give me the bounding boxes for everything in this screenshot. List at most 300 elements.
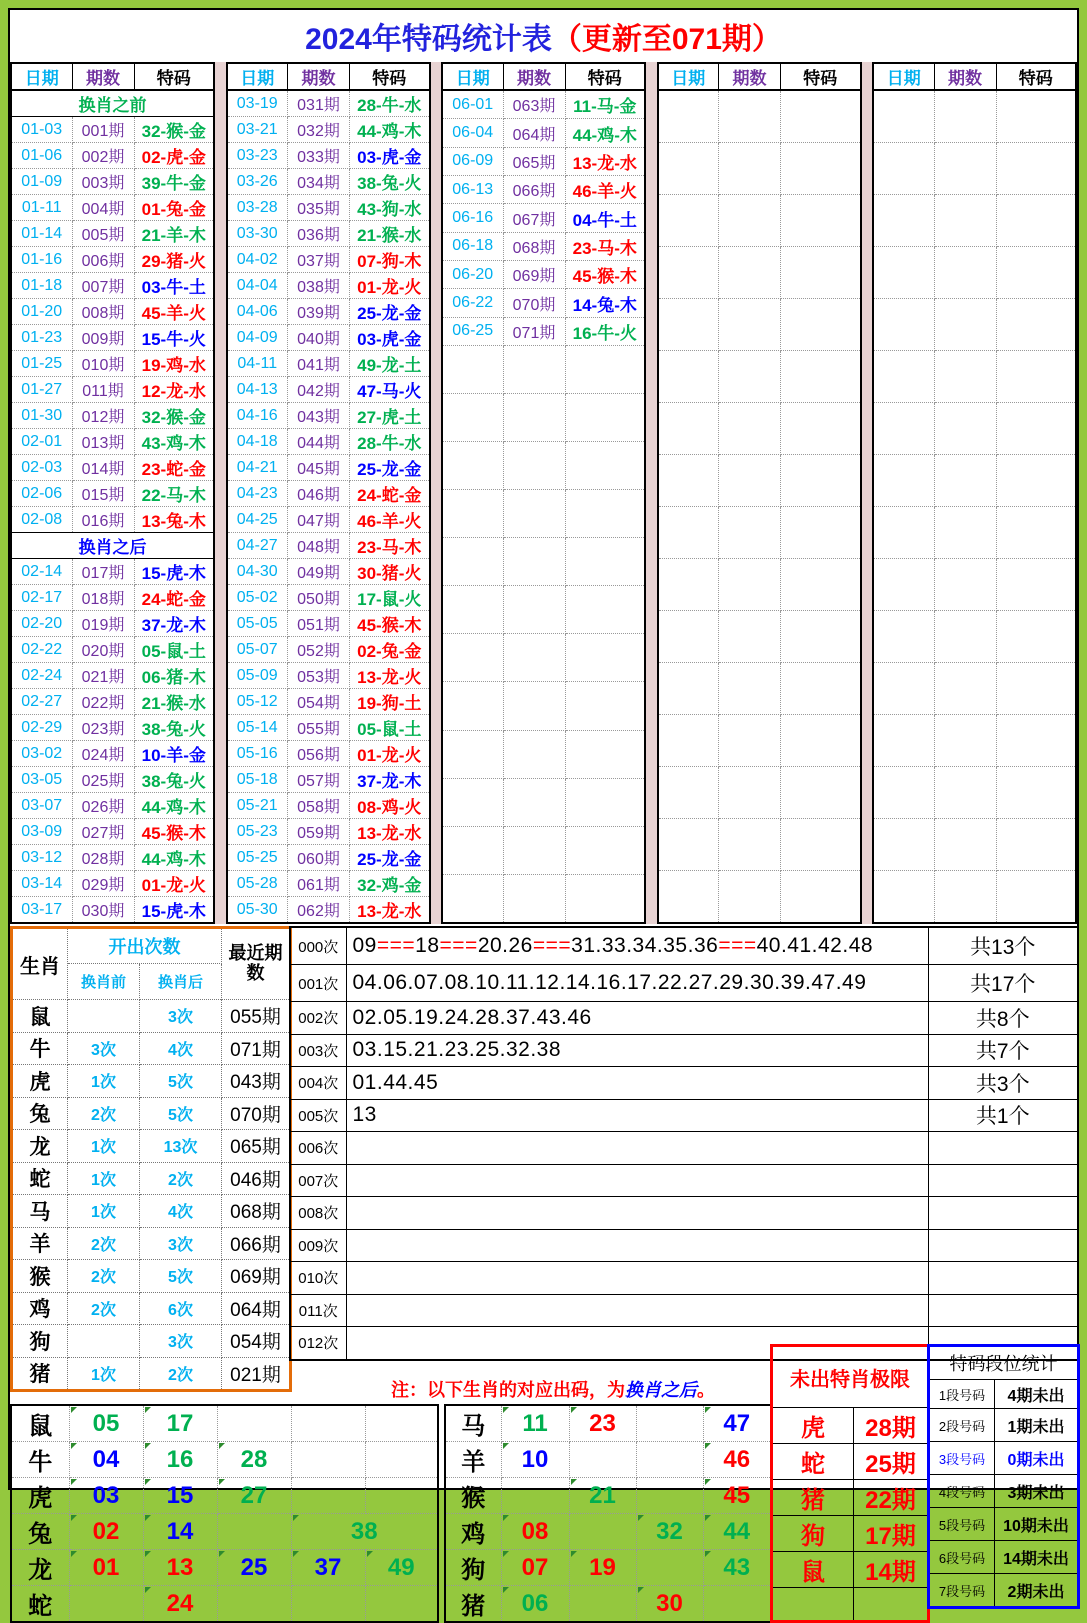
period-cell: 038期 bbox=[288, 273, 350, 299]
period-cell: 050期 bbox=[288, 585, 350, 611]
empty-cell bbox=[873, 662, 934, 714]
empty-cell bbox=[934, 506, 996, 558]
empty-cell bbox=[503, 634, 565, 682]
date-cell: 01-23 bbox=[11, 325, 72, 351]
zodiac-number-cell: 04 bbox=[69, 1442, 143, 1478]
period-header: 期数 bbox=[719, 63, 781, 90]
zodiac-number-cell: 37 bbox=[291, 1550, 365, 1586]
empty-cell bbox=[781, 247, 861, 299]
zodiac-number-cell: 17 bbox=[143, 1405, 217, 1442]
date-cell: 06-13 bbox=[442, 176, 503, 204]
segment-label-cell: 1段号码 bbox=[929, 1380, 995, 1409]
empty-cell bbox=[996, 143, 1076, 195]
date-cell: 03-09 bbox=[11, 819, 72, 845]
tally-cell bbox=[928, 1294, 1078, 1327]
period-cell: 011期 bbox=[72, 377, 134, 403]
date-cell: 04-25 bbox=[227, 507, 288, 533]
record-table-3 bbox=[441, 62, 646, 924]
special-code-cell: 28-牛-水 bbox=[350, 429, 430, 455]
missing-zodiac-cell: 鼠 bbox=[772, 1552, 854, 1588]
empty-cell bbox=[996, 818, 1076, 870]
special-code-cell: 03-虎-金 bbox=[350, 143, 430, 169]
zodiac-name-cell: 蛇 bbox=[12, 1162, 68, 1195]
empty-cell bbox=[934, 90, 996, 143]
numbers-segment: 02.05.19.24.28.37.43.46 bbox=[352, 1005, 592, 1029]
empty-number-cell bbox=[291, 1442, 365, 1478]
zodiac-number-cell: 14 bbox=[143, 1514, 217, 1550]
before-count-cell: 1次 bbox=[68, 1162, 140, 1195]
recent-period-cell: 046期 bbox=[222, 1162, 291, 1195]
date-cell: 04-18 bbox=[227, 429, 288, 455]
empty-cell bbox=[565, 442, 645, 490]
period-cell: 071期 bbox=[503, 317, 565, 345]
zodiac-number-cell: 28 bbox=[217, 1442, 291, 1478]
date-cell: 02-24 bbox=[11, 663, 72, 689]
empty-cell bbox=[658, 299, 719, 351]
zodiac-number-cell: 27 bbox=[217, 1478, 291, 1514]
zodiac-name-cell: 羊 bbox=[445, 1442, 501, 1478]
special-code-cell: 23-马-木 bbox=[565, 232, 645, 260]
period-cell: 067期 bbox=[503, 204, 565, 232]
special-code-cell: 37-龙-木 bbox=[350, 767, 430, 793]
special-code-cell: 47-马-火 bbox=[350, 377, 430, 403]
code-header: 特码 bbox=[134, 63, 214, 90]
empty-cell bbox=[719, 299, 781, 351]
zodiac-number-cell: 19 bbox=[569, 1550, 636, 1586]
empty-number-cell bbox=[569, 1586, 636, 1623]
period-cell: 014期 bbox=[72, 455, 134, 481]
before-count-cell: 2次 bbox=[68, 1292, 140, 1325]
before-count-cell: 2次 bbox=[68, 1097, 140, 1130]
empty-cell bbox=[873, 454, 934, 506]
empty-number-cell bbox=[501, 1478, 569, 1514]
zodiac-number-cell: 02 bbox=[69, 1514, 143, 1550]
zodiac-name-cell: 狗 bbox=[445, 1550, 501, 1586]
special-code-cell: 32-猴-金 bbox=[134, 117, 214, 143]
empty-cell bbox=[503, 394, 565, 442]
date-cell: 05-05 bbox=[227, 611, 288, 637]
special-code-cell: 38-兔-火 bbox=[134, 715, 214, 741]
count-label-cell: 010次 bbox=[290, 1262, 346, 1295]
empty-cell bbox=[873, 90, 934, 143]
zodiac-number-cell: 21 bbox=[569, 1478, 636, 1514]
period-cell: 020期 bbox=[72, 637, 134, 663]
zodiac-name-cell: 马 bbox=[12, 1195, 68, 1228]
empty-cell bbox=[719, 90, 781, 143]
period-cell: 019期 bbox=[72, 611, 134, 637]
period-cell: 058期 bbox=[288, 793, 350, 819]
special-code-cell: 23-蛇-金 bbox=[134, 455, 214, 481]
empty-cell bbox=[781, 402, 861, 454]
date-cell: 03-02 bbox=[11, 741, 72, 767]
record-table-1 bbox=[10, 62, 215, 924]
special-code-cell: 14-兔-木 bbox=[565, 289, 645, 317]
special-code-cell: 49-龙-土 bbox=[350, 351, 430, 377]
date-cell: 01-18 bbox=[11, 273, 72, 299]
period-cell: 068期 bbox=[503, 232, 565, 260]
period-cell: 034期 bbox=[288, 169, 350, 195]
date-cell: 06-09 bbox=[442, 147, 503, 175]
before-count-cell: 2次 bbox=[68, 1260, 140, 1293]
separator-band bbox=[862, 62, 873, 924]
zodiac-number-cell: 32 bbox=[636, 1514, 703, 1550]
after-change-header: 换肖后 bbox=[140, 964, 222, 1000]
zodiac-name-cell: 兔 bbox=[11, 1514, 69, 1550]
empty-cell bbox=[658, 766, 719, 818]
date-cell: 05-02 bbox=[227, 585, 288, 611]
date-cell: 05-18 bbox=[227, 767, 288, 793]
zodiac-number-cell: 08 bbox=[501, 1514, 569, 1550]
zodiac-name-cell: 猪 bbox=[445, 1586, 501, 1623]
empty-cell bbox=[934, 454, 996, 506]
empty-cell bbox=[781, 662, 861, 714]
empty-cell bbox=[996, 454, 1076, 506]
empty-cell bbox=[996, 766, 1076, 818]
after-count-cell: 4次 bbox=[140, 1195, 222, 1228]
empty-cell bbox=[996, 662, 1076, 714]
numbers-cell bbox=[346, 1067, 928, 1100]
page-title-main: 2024年特码统计表 bbox=[305, 23, 552, 56]
period-cell: 023期 bbox=[72, 715, 134, 741]
zodiac-name-cell: 猪 bbox=[12, 1357, 68, 1391]
period-cell: 007期 bbox=[72, 273, 134, 299]
empty-cell bbox=[934, 247, 996, 299]
record-tables bbox=[10, 62, 1077, 924]
record-table-5 bbox=[872, 62, 1077, 924]
special-code-cell: 21-羊-木 bbox=[134, 221, 214, 247]
before-count-cell: 1次 bbox=[68, 1130, 140, 1163]
empty-cell bbox=[934, 610, 996, 662]
period-cell: 060期 bbox=[288, 845, 350, 871]
empty-cell bbox=[719, 818, 781, 870]
empty-cell bbox=[565, 586, 645, 634]
period-cell: 018期 bbox=[72, 585, 134, 611]
special-code-cell: 24-蛇-金 bbox=[350, 481, 430, 507]
empty-cell bbox=[503, 586, 565, 634]
period-cell: 064期 bbox=[503, 119, 565, 147]
tally-cell bbox=[928, 1229, 1078, 1262]
empty-cell bbox=[658, 195, 719, 247]
missing-zodiac-cell: 狗 bbox=[772, 1516, 854, 1552]
after-count-cell: 5次 bbox=[140, 1260, 222, 1293]
period-cell: 046期 bbox=[288, 481, 350, 507]
count-label-cell: 001次 bbox=[290, 965, 346, 1002]
special-code-cell: 19-狗-土 bbox=[350, 689, 430, 715]
period-cell: 069期 bbox=[503, 261, 565, 289]
numbers-cell bbox=[346, 927, 928, 965]
date-cell: 05-30 bbox=[227, 897, 288, 924]
after-count-cell: 13次 bbox=[140, 1130, 222, 1163]
empty-cell bbox=[934, 766, 996, 818]
tally-cell bbox=[928, 1164, 1078, 1197]
period-cell: 032期 bbox=[288, 117, 350, 143]
recent-period-cell: 021期 bbox=[222, 1357, 291, 1391]
period-cell: 062期 bbox=[288, 897, 350, 924]
date-cell: 04-09 bbox=[227, 325, 288, 351]
empty-cell bbox=[503, 490, 565, 538]
empty-cell bbox=[873, 402, 934, 454]
empty-cell bbox=[565, 826, 645, 874]
empty-number-cell bbox=[365, 1478, 438, 1514]
zodiac-name-cell: 羊 bbox=[12, 1227, 68, 1260]
special-code-cell: 45-猴-木 bbox=[350, 611, 430, 637]
date-cell: 04-02 bbox=[227, 247, 288, 273]
empty-cell bbox=[781, 90, 861, 143]
date-cell: 03-19 bbox=[227, 90, 288, 117]
special-code-cell: 17-鼠-火 bbox=[350, 585, 430, 611]
special-code-cell: 45-猴-木 bbox=[565, 261, 645, 289]
before-count-cell: 1次 bbox=[68, 1357, 140, 1391]
zodiac-name-cell: 牛 bbox=[12, 1032, 68, 1065]
date-cell: 03-17 bbox=[11, 897, 72, 924]
numbers-segment: 31.33.34.35.36 bbox=[571, 934, 719, 957]
empty-number-cell bbox=[703, 1586, 771, 1623]
period-cell: 052期 bbox=[288, 637, 350, 663]
numbers-segment: 09 bbox=[352, 934, 377, 957]
period-cell: 029期 bbox=[72, 871, 134, 897]
empty-cell bbox=[996, 714, 1076, 766]
zodiac-name-cell: 牛 bbox=[11, 1442, 69, 1478]
date-cell: 01-25 bbox=[11, 351, 72, 377]
special-code-cell: 16-牛-火 bbox=[565, 317, 645, 345]
date-cell: 06-16 bbox=[442, 204, 503, 232]
special-code-cell: 43-狗-水 bbox=[350, 195, 430, 221]
empty-cell bbox=[781, 766, 861, 818]
date-cell: 02-01 bbox=[11, 429, 72, 455]
empty-number-cell bbox=[636, 1550, 703, 1586]
segment-value-cell: 4期未出 bbox=[995, 1380, 1079, 1409]
empty-number-cell bbox=[217, 1405, 291, 1442]
date-cell: 03-05 bbox=[11, 767, 72, 793]
zodiac-name-cell: 虎 bbox=[12, 1065, 68, 1098]
empty-cell bbox=[565, 730, 645, 778]
date-cell: 05-25 bbox=[227, 845, 288, 871]
empty-cell bbox=[781, 454, 861, 506]
date-cell: 01-30 bbox=[11, 403, 72, 429]
zodiac-name-cell: 鼠 bbox=[12, 1000, 68, 1033]
empty-cell bbox=[996, 195, 1076, 247]
missing-period-cell bbox=[854, 1588, 929, 1622]
empty-cell bbox=[873, 610, 934, 662]
empty-cell bbox=[503, 874, 565, 923]
recent-period-cell: 070期 bbox=[222, 1097, 291, 1130]
date-cell: 06-20 bbox=[442, 261, 503, 289]
tally-cell bbox=[928, 1197, 1078, 1230]
numbers-segment: 18 bbox=[415, 934, 440, 957]
date-cell: 04-27 bbox=[227, 533, 288, 559]
zodiac-number-cell: 16 bbox=[143, 1442, 217, 1478]
special-code-cell: 13-龙-水 bbox=[565, 147, 645, 175]
special-code-cell: 11-马-金 bbox=[565, 90, 645, 119]
special-code-cell: 04-牛-土 bbox=[565, 204, 645, 232]
empty-cell bbox=[565, 538, 645, 586]
empty-cell bbox=[719, 610, 781, 662]
missing-zodiac-cell: 虎 bbox=[772, 1408, 854, 1444]
numbers-cell bbox=[346, 1002, 928, 1035]
empty-cell bbox=[658, 506, 719, 558]
date-cell: 04-04 bbox=[227, 273, 288, 299]
date-header: 日期 bbox=[658, 63, 719, 90]
special-code-cell: 46-羊-火 bbox=[350, 507, 430, 533]
count-label-cell: 003次 bbox=[290, 1034, 346, 1067]
tally-cell bbox=[928, 1262, 1078, 1295]
period-cell: 028期 bbox=[72, 845, 134, 871]
period-cell: 012期 bbox=[72, 403, 134, 429]
special-code-cell: 25-龙-金 bbox=[350, 299, 430, 325]
section-header: 换肖之前 bbox=[11, 90, 214, 117]
period-cell: 041期 bbox=[288, 351, 350, 377]
date-cell: 01-03 bbox=[11, 117, 72, 143]
period-cell: 070期 bbox=[503, 289, 565, 317]
date-cell: 06-22 bbox=[442, 289, 503, 317]
period-cell: 015期 bbox=[72, 481, 134, 507]
special-code-cell: 32-猴-金 bbox=[134, 403, 214, 429]
special-code-cell: 37-龙-木 bbox=[134, 611, 214, 637]
segment-label-cell: 7段号码 bbox=[929, 1574, 995, 1608]
zodiac-name-cell: 鼠 bbox=[11, 1405, 69, 1442]
empty-cell bbox=[565, 874, 645, 923]
empty-cell bbox=[934, 299, 996, 351]
special-code-cell: 13-龙-水 bbox=[350, 897, 430, 924]
empty-cell bbox=[565, 394, 645, 442]
date-header: 日期 bbox=[227, 63, 288, 90]
numbers-segment: === bbox=[532, 934, 572, 957]
missing-zodiac-title: 未出特肖极限 bbox=[772, 1346, 929, 1408]
special-code-cell: 15-牛-火 bbox=[134, 325, 214, 351]
special-code-cell: 44-鸡-木 bbox=[565, 119, 645, 147]
special-code-cell: 38-兔-火 bbox=[134, 767, 214, 793]
special-code-cell: 10-羊-金 bbox=[134, 741, 214, 767]
period-cell: 006期 bbox=[72, 247, 134, 273]
segment-value-cell: 0期未出 bbox=[995, 1442, 1079, 1475]
special-code-cell: 28-牛-水 bbox=[350, 90, 430, 117]
before-count-cell: 1次 bbox=[68, 1065, 140, 1098]
period-header: 期数 bbox=[288, 63, 350, 90]
period-cell: 051期 bbox=[288, 611, 350, 637]
period-cell: 030期 bbox=[72, 897, 134, 924]
empty-cell bbox=[442, 442, 503, 490]
separator-band bbox=[215, 62, 226, 924]
code-header: 特码 bbox=[781, 63, 861, 90]
empty-cell bbox=[442, 394, 503, 442]
empty-cell bbox=[719, 350, 781, 402]
count-label-cell: 008次 bbox=[290, 1197, 346, 1230]
numbers-segment: 20.26 bbox=[477, 934, 533, 957]
period-cell: 024期 bbox=[72, 741, 134, 767]
date-cell: 05-21 bbox=[227, 793, 288, 819]
count-label-cell: 012次 bbox=[290, 1327, 346, 1360]
count-label-cell: 000次 bbox=[290, 927, 346, 965]
zodiac-name-cell: 猴 bbox=[12, 1260, 68, 1293]
special-code-cell: 23-马-木 bbox=[350, 533, 430, 559]
empty-cell bbox=[503, 730, 565, 778]
period-cell: 043期 bbox=[288, 403, 350, 429]
note-text bbox=[10, 1376, 770, 1404]
numbers-segment: === bbox=[439, 934, 478, 957]
empty-cell bbox=[442, 778, 503, 826]
empty-cell bbox=[873, 506, 934, 558]
section-header: 换肖之后 bbox=[11, 533, 214, 559]
empty-cell bbox=[873, 558, 934, 610]
empty-cell bbox=[658, 558, 719, 610]
special-code-cell: 13-兔-木 bbox=[134, 507, 214, 533]
zodiac-name-cell: 马 bbox=[445, 1405, 501, 1442]
special-code-cell: 44-鸡-木 bbox=[134, 793, 214, 819]
empty-cell bbox=[719, 143, 781, 195]
special-code-cell: 13-龙-火 bbox=[350, 663, 430, 689]
empty-cell bbox=[565, 778, 645, 826]
numbers-cell bbox=[346, 1164, 928, 1197]
special-code-cell: 01-龙-火 bbox=[350, 273, 430, 299]
period-cell: 063期 bbox=[503, 90, 565, 119]
date-cell: 06-01 bbox=[442, 90, 503, 119]
empty-number-cell bbox=[291, 1405, 365, 1442]
segment-value-cell: 3期未出 bbox=[995, 1475, 1079, 1508]
period-cell: 009期 bbox=[72, 325, 134, 351]
numbers-cell bbox=[346, 1034, 928, 1067]
date-cell: 01-14 bbox=[11, 221, 72, 247]
zodiac-stats-table bbox=[10, 926, 292, 1392]
counts-header: 开出次数 bbox=[68, 928, 222, 964]
zodiac-number-cell: 24 bbox=[143, 1586, 217, 1623]
empty-cell bbox=[781, 558, 861, 610]
note-suffix: 。 bbox=[697, 1380, 715, 1400]
empty-cell bbox=[658, 870, 719, 923]
period-header: 期数 bbox=[503, 63, 565, 90]
special-code-cell: 25-龙-金 bbox=[350, 455, 430, 481]
segment-value-cell: 1期未出 bbox=[995, 1409, 1079, 1442]
missing-zodiac-cell bbox=[772, 1588, 854, 1622]
special-code-cell: 43-鸡-木 bbox=[134, 429, 214, 455]
period-cell: 040期 bbox=[288, 325, 350, 351]
period-cell: 003期 bbox=[72, 169, 134, 195]
segment-label-cell: 3段号码 bbox=[929, 1442, 995, 1475]
empty-cell bbox=[719, 766, 781, 818]
date-cell: 03-14 bbox=[11, 871, 72, 897]
record-table-4 bbox=[657, 62, 862, 924]
empty-number-cell bbox=[365, 1442, 438, 1478]
missing-zodiac-table bbox=[770, 1344, 930, 1623]
date-cell: 04-23 bbox=[227, 481, 288, 507]
before-count-cell: 1次 bbox=[68, 1195, 140, 1228]
period-cell: 002期 bbox=[72, 143, 134, 169]
date-cell: 05-12 bbox=[227, 689, 288, 715]
special-code-cell: 24-蛇-金 bbox=[134, 585, 214, 611]
empty-cell bbox=[996, 90, 1076, 143]
zodiac-number-cell: 11 bbox=[501, 1405, 569, 1442]
special-code-cell: 45-猴-木 bbox=[134, 819, 214, 845]
date-header: 日期 bbox=[442, 63, 503, 90]
zodiac-number-cell: 10 bbox=[501, 1442, 569, 1478]
after-count-cell: 5次 bbox=[140, 1097, 222, 1130]
after-count-cell: 6次 bbox=[140, 1292, 222, 1325]
period-cell: 065期 bbox=[503, 147, 565, 175]
note-prefix: 注：以下生肖的对应出码，为 bbox=[391, 1380, 625, 1400]
zodiac-number-cell: 46 bbox=[703, 1442, 771, 1478]
period-cell: 027期 bbox=[72, 819, 134, 845]
numbers-segment: 13 bbox=[352, 1103, 377, 1127]
page-title-suffix: （更新至071期） bbox=[551, 23, 782, 56]
period-cell: 059期 bbox=[288, 819, 350, 845]
date-cell: 03-28 bbox=[227, 195, 288, 221]
date-cell: 02-03 bbox=[11, 455, 72, 481]
empty-cell bbox=[442, 634, 503, 682]
date-cell: 04-21 bbox=[227, 455, 288, 481]
period-cell: 042期 bbox=[288, 377, 350, 403]
before-count-cell bbox=[68, 1325, 140, 1358]
special-code-cell: 03-虎-金 bbox=[350, 325, 430, 351]
zodiac-number-cell: 01 bbox=[69, 1550, 143, 1586]
